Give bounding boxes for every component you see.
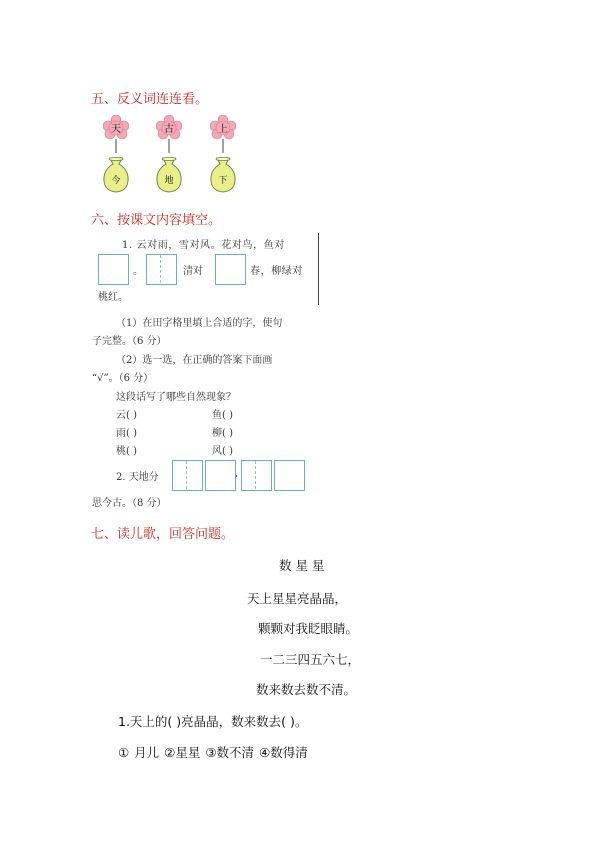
flower-card[interactable]	[156, 115, 182, 155]
section-7-title: 七、读儿歌，回答问题。	[91, 527, 235, 542]
text-comma: 。	[133, 266, 143, 277]
choice-left-2[interactable]: 雨( )	[116, 428, 137, 439]
fill-box-4[interactable]	[172, 460, 203, 491]
box-guide	[255, 461, 256, 489]
poem-line-2: 颗颗对我眨眼睛。	[258, 621, 359, 636]
fill-box-3[interactable]	[215, 254, 246, 285]
choice-right-3[interactable]: 风( )	[212, 446, 233, 457]
section-6-title: 六、按课文内容填空。	[91, 213, 222, 228]
q1-line2: 子完整。（6 分）	[92, 336, 167, 347]
vase-char: 今	[111, 176, 121, 186]
fill-box-2[interactable]	[146, 254, 177, 285]
q1-line1: （1）在田字格里填上合适的字，使句	[116, 318, 283, 329]
answer-options: ① 月儿 ②星星 ③数不清 ④数得清	[118, 745, 308, 760]
question-1: 1.天上的( )亮晶晶，数来数去( )。	[118, 714, 308, 729]
text-comma-2: ,	[235, 468, 239, 479]
flower-char: 上	[218, 124, 228, 135]
vase-card[interactable]	[154, 157, 184, 193]
flower-card[interactable]	[103, 115, 129, 155]
column-divider	[318, 233, 319, 305]
choice-left-3[interactable]: 桃( )	[116, 446, 137, 457]
vase-card[interactable]	[101, 157, 131, 193]
text-qing-dui: 清对	[183, 266, 203, 277]
choice-left-1[interactable]: 云( )	[116, 410, 137, 421]
box-guide	[186, 461, 187, 489]
vase-char: 下	[218, 176, 228, 186]
flower-char: 古	[164, 124, 174, 135]
box-guide	[160, 255, 161, 283]
item2-suffix: 思今古。（8 分）	[92, 498, 167, 509]
text-line-1: 1. 云对雨，雪对风。花对鸟，鱼对	[122, 240, 285, 251]
item2-prefix: 2. 天地分	[116, 472, 159, 483]
fill-box-1[interactable]	[98, 254, 129, 285]
fill-box-6[interactable]	[241, 460, 272, 491]
poem-line-1: 天上星星亮晶晶，	[247, 591, 348, 606]
poem-title: 数 星 星	[279, 558, 325, 573]
q2-line2: “√”。（6 分）	[92, 373, 154, 384]
flower-char: 天	[111, 124, 121, 135]
fill-box-5[interactable]	[205, 460, 239, 491]
section-5-title: 五、反义词连连看。	[91, 92, 209, 107]
vase-char: 地	[164, 176, 174, 186]
poem-line-4: 数来数去数不清。	[256, 682, 357, 697]
poem-line-3: 一二三四五六七，	[260, 652, 361, 667]
q2-line1: （2）选一选，在正确的答案下面画	[116, 355, 273, 366]
choice-right-2[interactable]: 柳( )	[212, 428, 233, 439]
choice-right-1[interactable]: 鱼( )	[212, 410, 233, 421]
text-liu-lv: 春，柳绿对	[250, 266, 303, 277]
fill-box-7[interactable]	[274, 460, 305, 491]
text-line-3: 桃红。	[98, 292, 128, 303]
q3-text: 这段话写了哪些自然现象？	[116, 392, 236, 403]
flower-card[interactable]	[210, 115, 236, 155]
vase-card[interactable]	[208, 157, 238, 193]
